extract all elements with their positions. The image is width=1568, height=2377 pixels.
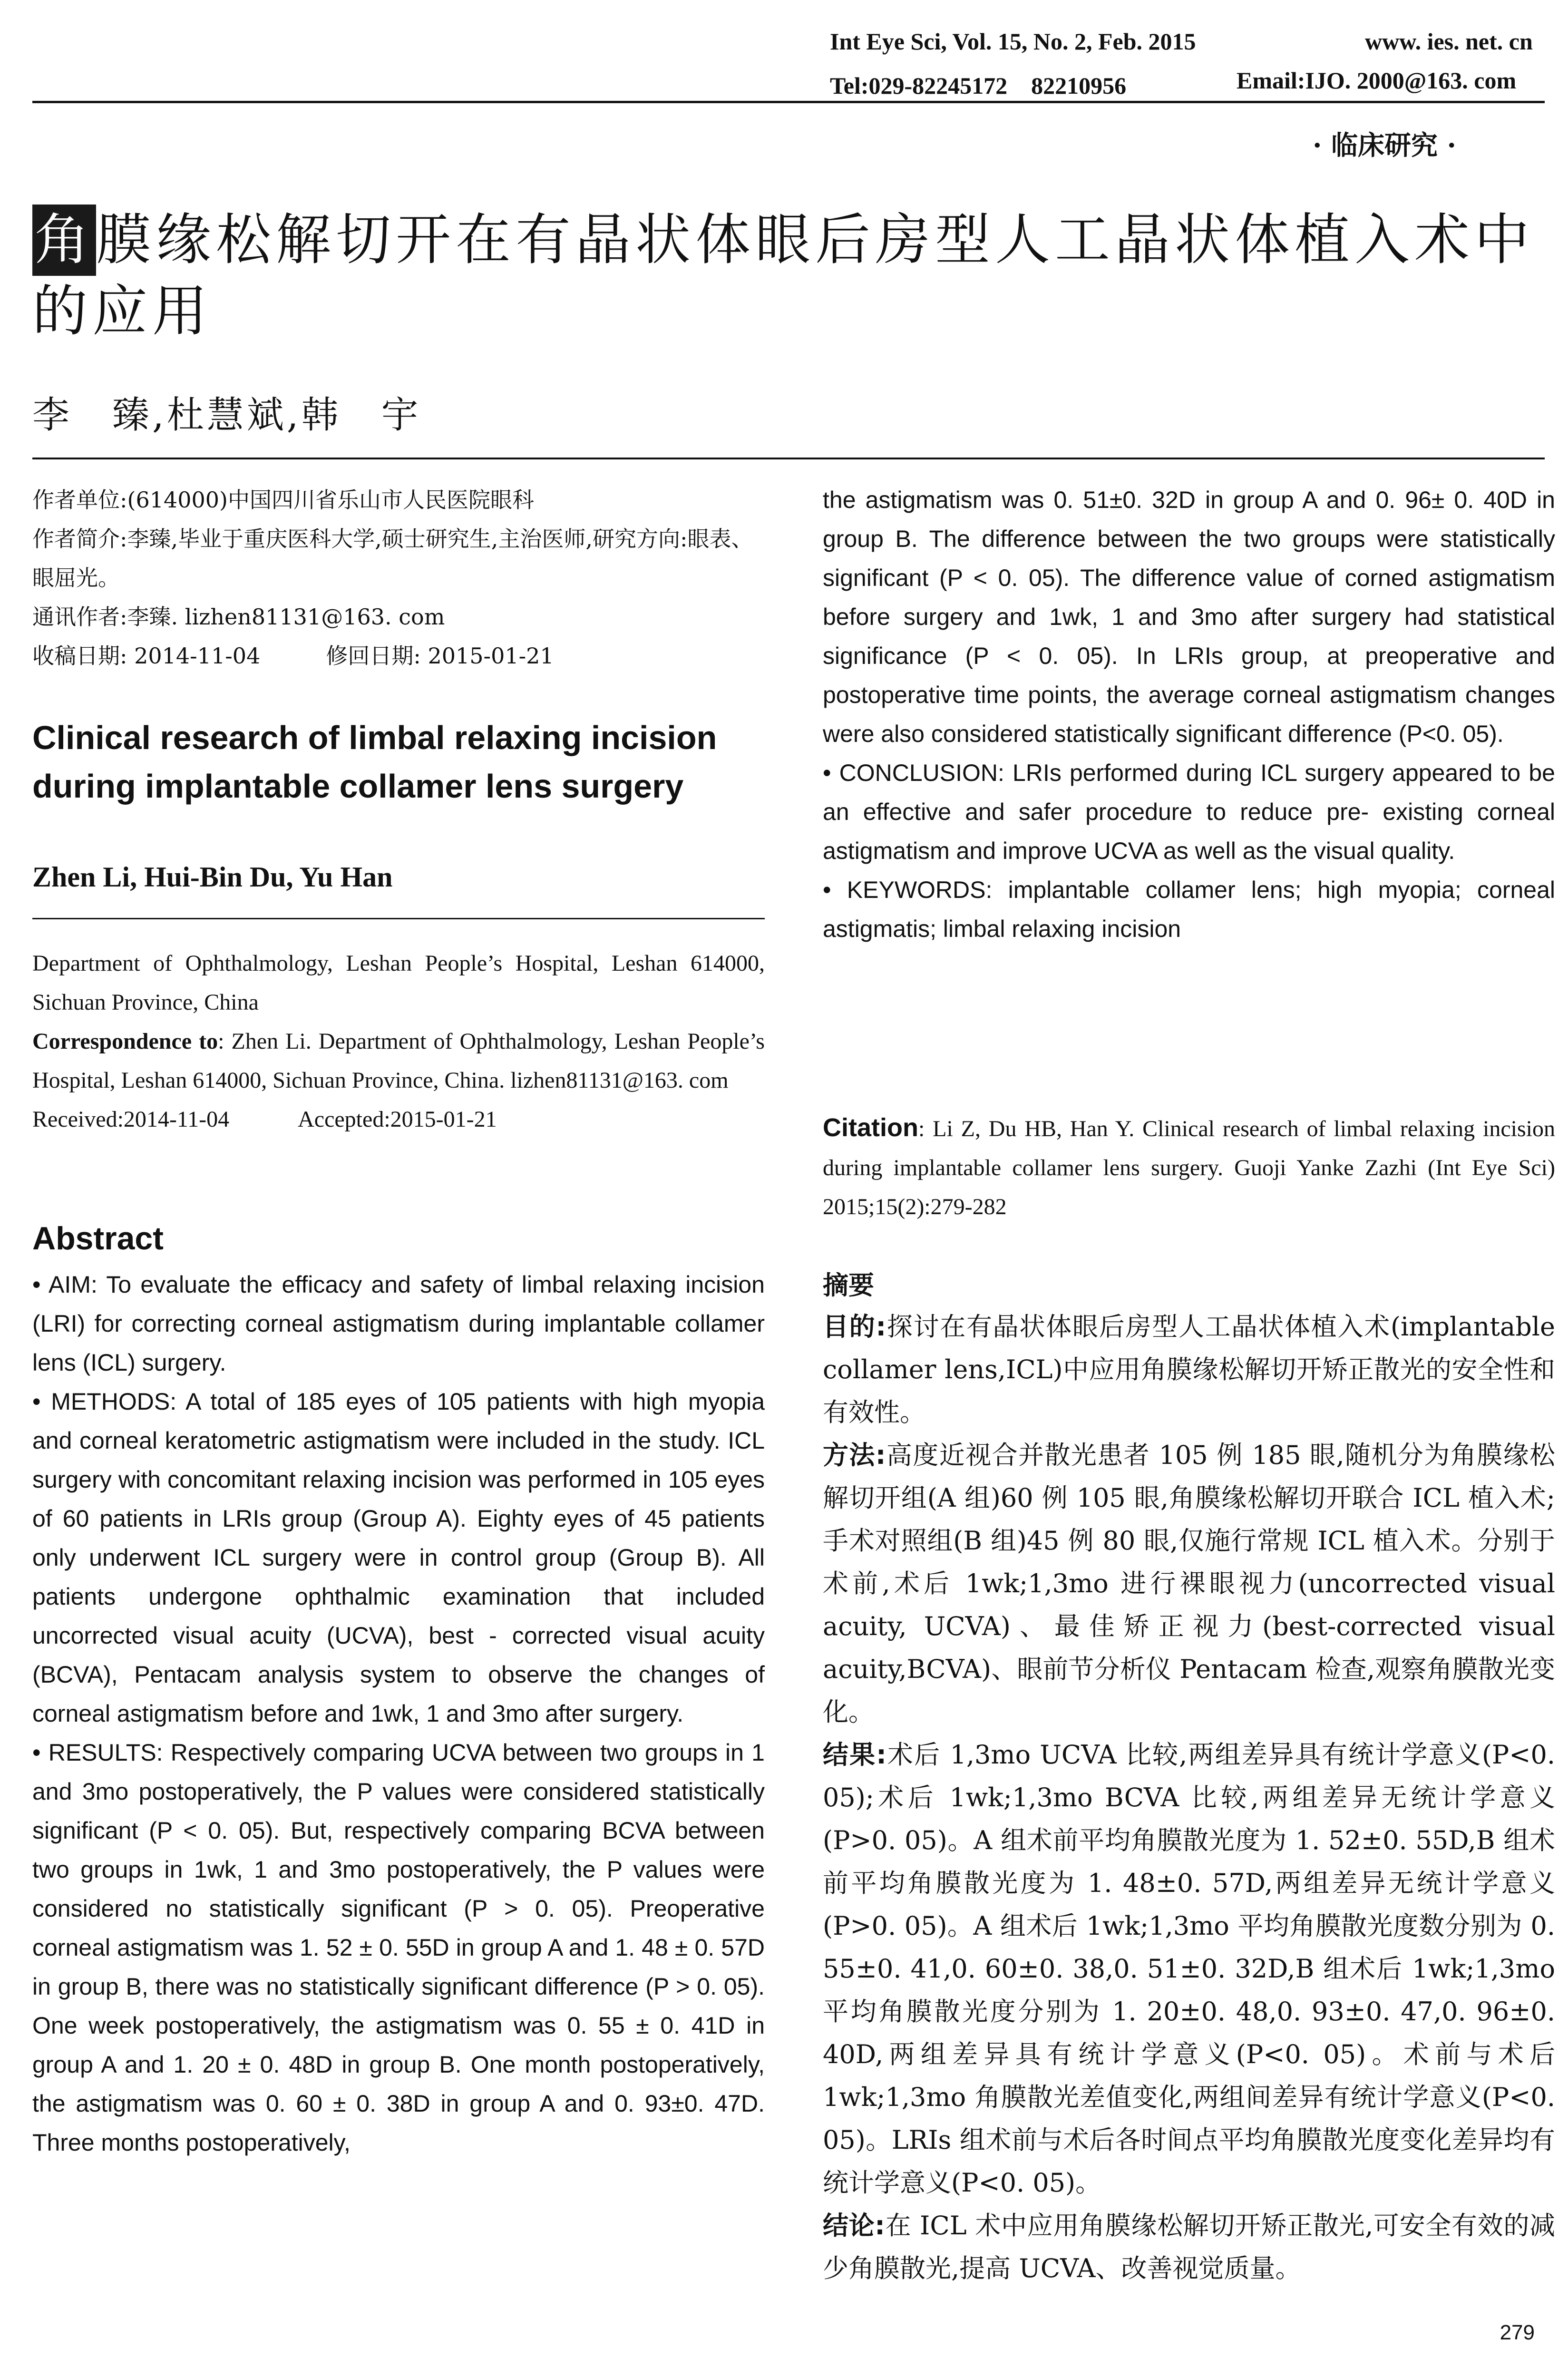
article-title-en: Clinical research of limbal relaxing incision during implantable collamer lens surgery [32, 719, 717, 805]
abstract-results-part2: the astigmatism was 0. 51±0. 32D in group A and 0. 96± 0. 40D in group B. The difference between the two groups were statistically significant (P < 0. 05). The difference value of corned astigmatism before surgery and 1wk, 1 and 3mo after surgery had statistical significance (P < 0. 05). In LRIs group, at preoperative and postoperative time points, the average corneal astigmatism changes were also considered statistically significant difference (P<0. 05). [823, 487, 1555, 747]
cn-abstract-heading: 摘要 [823, 1270, 874, 1300]
abstract-conclusion: • CONCLUSION: LRIs performed during ICL surgery appeared to be an effective and safer procedure to reduce pre- existing corneal astigmatism and improve UCVA as well as the visual quality. [823, 760, 1555, 864]
cn-conclusion-text: 在 ICL 术中应用角膜缘松解切开矫正散光,可安全有效的减少角膜散光,提高 UCVA、改善视觉质量。 [823, 2211, 1555, 2283]
header-rule [32, 101, 1545, 103]
authors-rule [32, 918, 765, 919]
cn-methods-label: 方法: [823, 1440, 886, 1470]
author-info [32, 480, 769, 675]
abstract-keywords: • KEYWORDS: implantable collamer lens; high myopia; corneal astigmatis; limbal relaxing incision [823, 877, 1555, 942]
cn-aim-text: 探讨在有晶状体眼后房型人工晶状体植入术(implantable collamer lens,ICL)中应用角膜缘松解切开矫正散光的安全性和有效性。 [823, 1312, 1555, 1427]
page-number: 279 [1500, 2321, 1535, 2344]
cn-conclusion-label: 结论: [823, 2211, 885, 2241]
cn-aim [823, 1305, 1555, 1434]
citation-label: Citation [823, 1113, 918, 1142]
author-unit: 作者单位:(614000)中国四川省乐山市人民医院眼科 [32, 487, 534, 513]
cn-methods [823, 1434, 1555, 1734]
citation-text: : Li Z, Du HB, Han Y. Clinical research of limbal relaxing incision during implantable collamer lens surgery. Guoji Yanke Zazhi (Int Eye Sci) 2015;15(2):279-282 [823, 1116, 1555, 1219]
title-rest: 膜缘松解切开在有晶状体眼后房型人工晶状体植入术中的应用 [32, 208, 1534, 343]
authors-en: Zhen Li, Hui-Bin Du, Yu Han [32, 861, 393, 893]
affiliation-correspondence [32, 1022, 765, 1100]
correspondence-text: : Zhen Li. Department of Ophthalmology, Leshan People’s Hospital, Leshan 614000, Sichuan Province, China. lizhen81131@163. com [32, 1029, 765, 1093]
correspondence-label: Correspondence to [32, 1029, 218, 1054]
affiliation-block [32, 944, 765, 1139]
abstract-right-column [823, 480, 1555, 948]
journal-citation-header: Int Eye Sci, Vol. 15, No. 2, Feb. 2015 [830, 28, 1196, 55]
cn-aim-label: 目的: [823, 1312, 886, 1342]
journal-tel: Tel:029-82245172 82210956 [830, 72, 1127, 99]
authors-cn: 李 臻,杜慧斌,韩 宇 [32, 394, 421, 437]
abstract-results-part1: • RESULTS: Respectively comparing UCVA between two groups in 1 and 3mo postoperatively, the P values were considered statistically significant (P < 0. 05). But, respectively comparing BCVA between two groups in 1wk, 1 and 3mo postoperatively, the P values were considered no statistically significant (P > 0. 05). Preoperative corneal astigmatism was 1. 52 ± 0. 55D in group A and 1. 48 ± 0. 57D in group B, there was no statistically significant difference (P > 0. 05). One week postoperatively, the astigmatism was 0. 55 ± 0. 41D in group A and 1. 20 ± 0. 48D in group B. One month postoperatively, the astigmatism was 0. 60 ± 0. 38D in group A and 0. 93±0. 47D. Three months postoperatively, [32, 1739, 765, 2156]
article-title-cn [32, 205, 1545, 347]
section-tag: · 临床研究 · [1313, 130, 1456, 161]
title-rule [32, 458, 1545, 459]
cn-conclusion [823, 2204, 1555, 2290]
affiliation-dept: Department of Ophthalmology, Leshan People’s Hospital, Leshan 614000, Sichuan Province, China [32, 951, 765, 1015]
cn-results-text: 术后 1,3mo UCVA 比较,两组差异具有统计学意义(P<0. 05);术后 1wk;1,3mo BCVA 比较,两组差异无统计学意义(P>0. 05)。A 组术前平均角膜散光度为 1. 52±0. 55D,B 组术前平均角膜散光度为 1. 48±0. 57D,两组差异无统计学意义(P>0. 05)。A 组术后 1wk;1,3mo 平均角膜散光度数分别为 0. 55±0. 41,0. 60±0. 38,0. 51±0. 32D,B 组术后 1wk;1,3mo 平均角膜散光度分别为 1. 20±0. 48,0. 93±0. 47,0. 96±0. 40D,两组差异具有统计学意义(P<0. 05)。术前与术后 1wk;1,3mo 角膜散光差值变化,两组间差异有统计学意义(P<0. 05)。LRIs 组术前与术后各时间点平均角膜散光度变化差异均有统计学意义(P<0. 05)。 [823, 1740, 1555, 2198]
author-bio: 作者简介:李臻,毕业于重庆医科大学,硕士研究生,主治医师,研究方向:眼表、眼屈光。 [32, 526, 753, 591]
cn-results [823, 1734, 1555, 2204]
cn-abstract-body [823, 1305, 1555, 2290]
abstract-methods: • METHODS: A total of 185 eyes of 105 patients with high myopia and corneal keratometric astigmatism were included in the study. ICL surgery with concomitant relaxing incision was performed in 105 eyes of 60 patients in LRIs group (Group A). Eighty eyes of 45 patients only underwent ICL surgery were in control group (Group B). All patients undergone ophthalmic examination that included uncorrected visual acuity (UCVA), best - corrected visual acuity (BCVA), Pentacam analysis system to observe the changes of corneal astigmatism before and 1wk, 1 and 3mo after surgery. [32, 1388, 765, 1727]
cn-methods-text: 高度近视合并散光患者 105 例 185 眼,随机分为角膜缘松解切开组(A 组)60 例 105 眼,角膜缘松解切开联合 ICL 植入术;手术对照组(B 组)45 例 80 眼,仅施行常规 ICL 植入术。分别于术前,术后 1wk;1,3mo 进行裸眼视力(uncorrected visual acuity, UCVA)、最佳矫正视力(best-corrected visual acuity,BCVA)、眼前节分析仪 Pentacam 检查,观察角膜散光变化。 [823, 1440, 1555, 1727]
author-correspondence: 通讯作者:李臻. lizhen81131@163. com [32, 604, 445, 630]
received-accepted: Received:2014-11-04 Accepted:2015-01-21 [32, 1107, 497, 1132]
title-first-char: 角 [32, 205, 96, 276]
cn-results-label: 结果: [823, 1740, 886, 1770]
citation-block [823, 1108, 1555, 1227]
journal-website: www. ies. net. cn [1365, 28, 1533, 55]
received-dates-cn: 收稿日期: 2014-11-04 修回日期: 2015-01-21 [32, 643, 554, 669]
abstract-aim: • AIM: To evaluate the efficacy and safety of limbal relaxing incision (LRI) for correcting corneal astigmatism during implantable collamer lens (ICL) surgery. [32, 1271, 765, 1376]
abstract-heading: Abstract [32, 1220, 164, 1257]
journal-email: Email:IJO. 2000@163. com [1237, 67, 1517, 94]
abstract-left-column [32, 1265, 765, 2162]
